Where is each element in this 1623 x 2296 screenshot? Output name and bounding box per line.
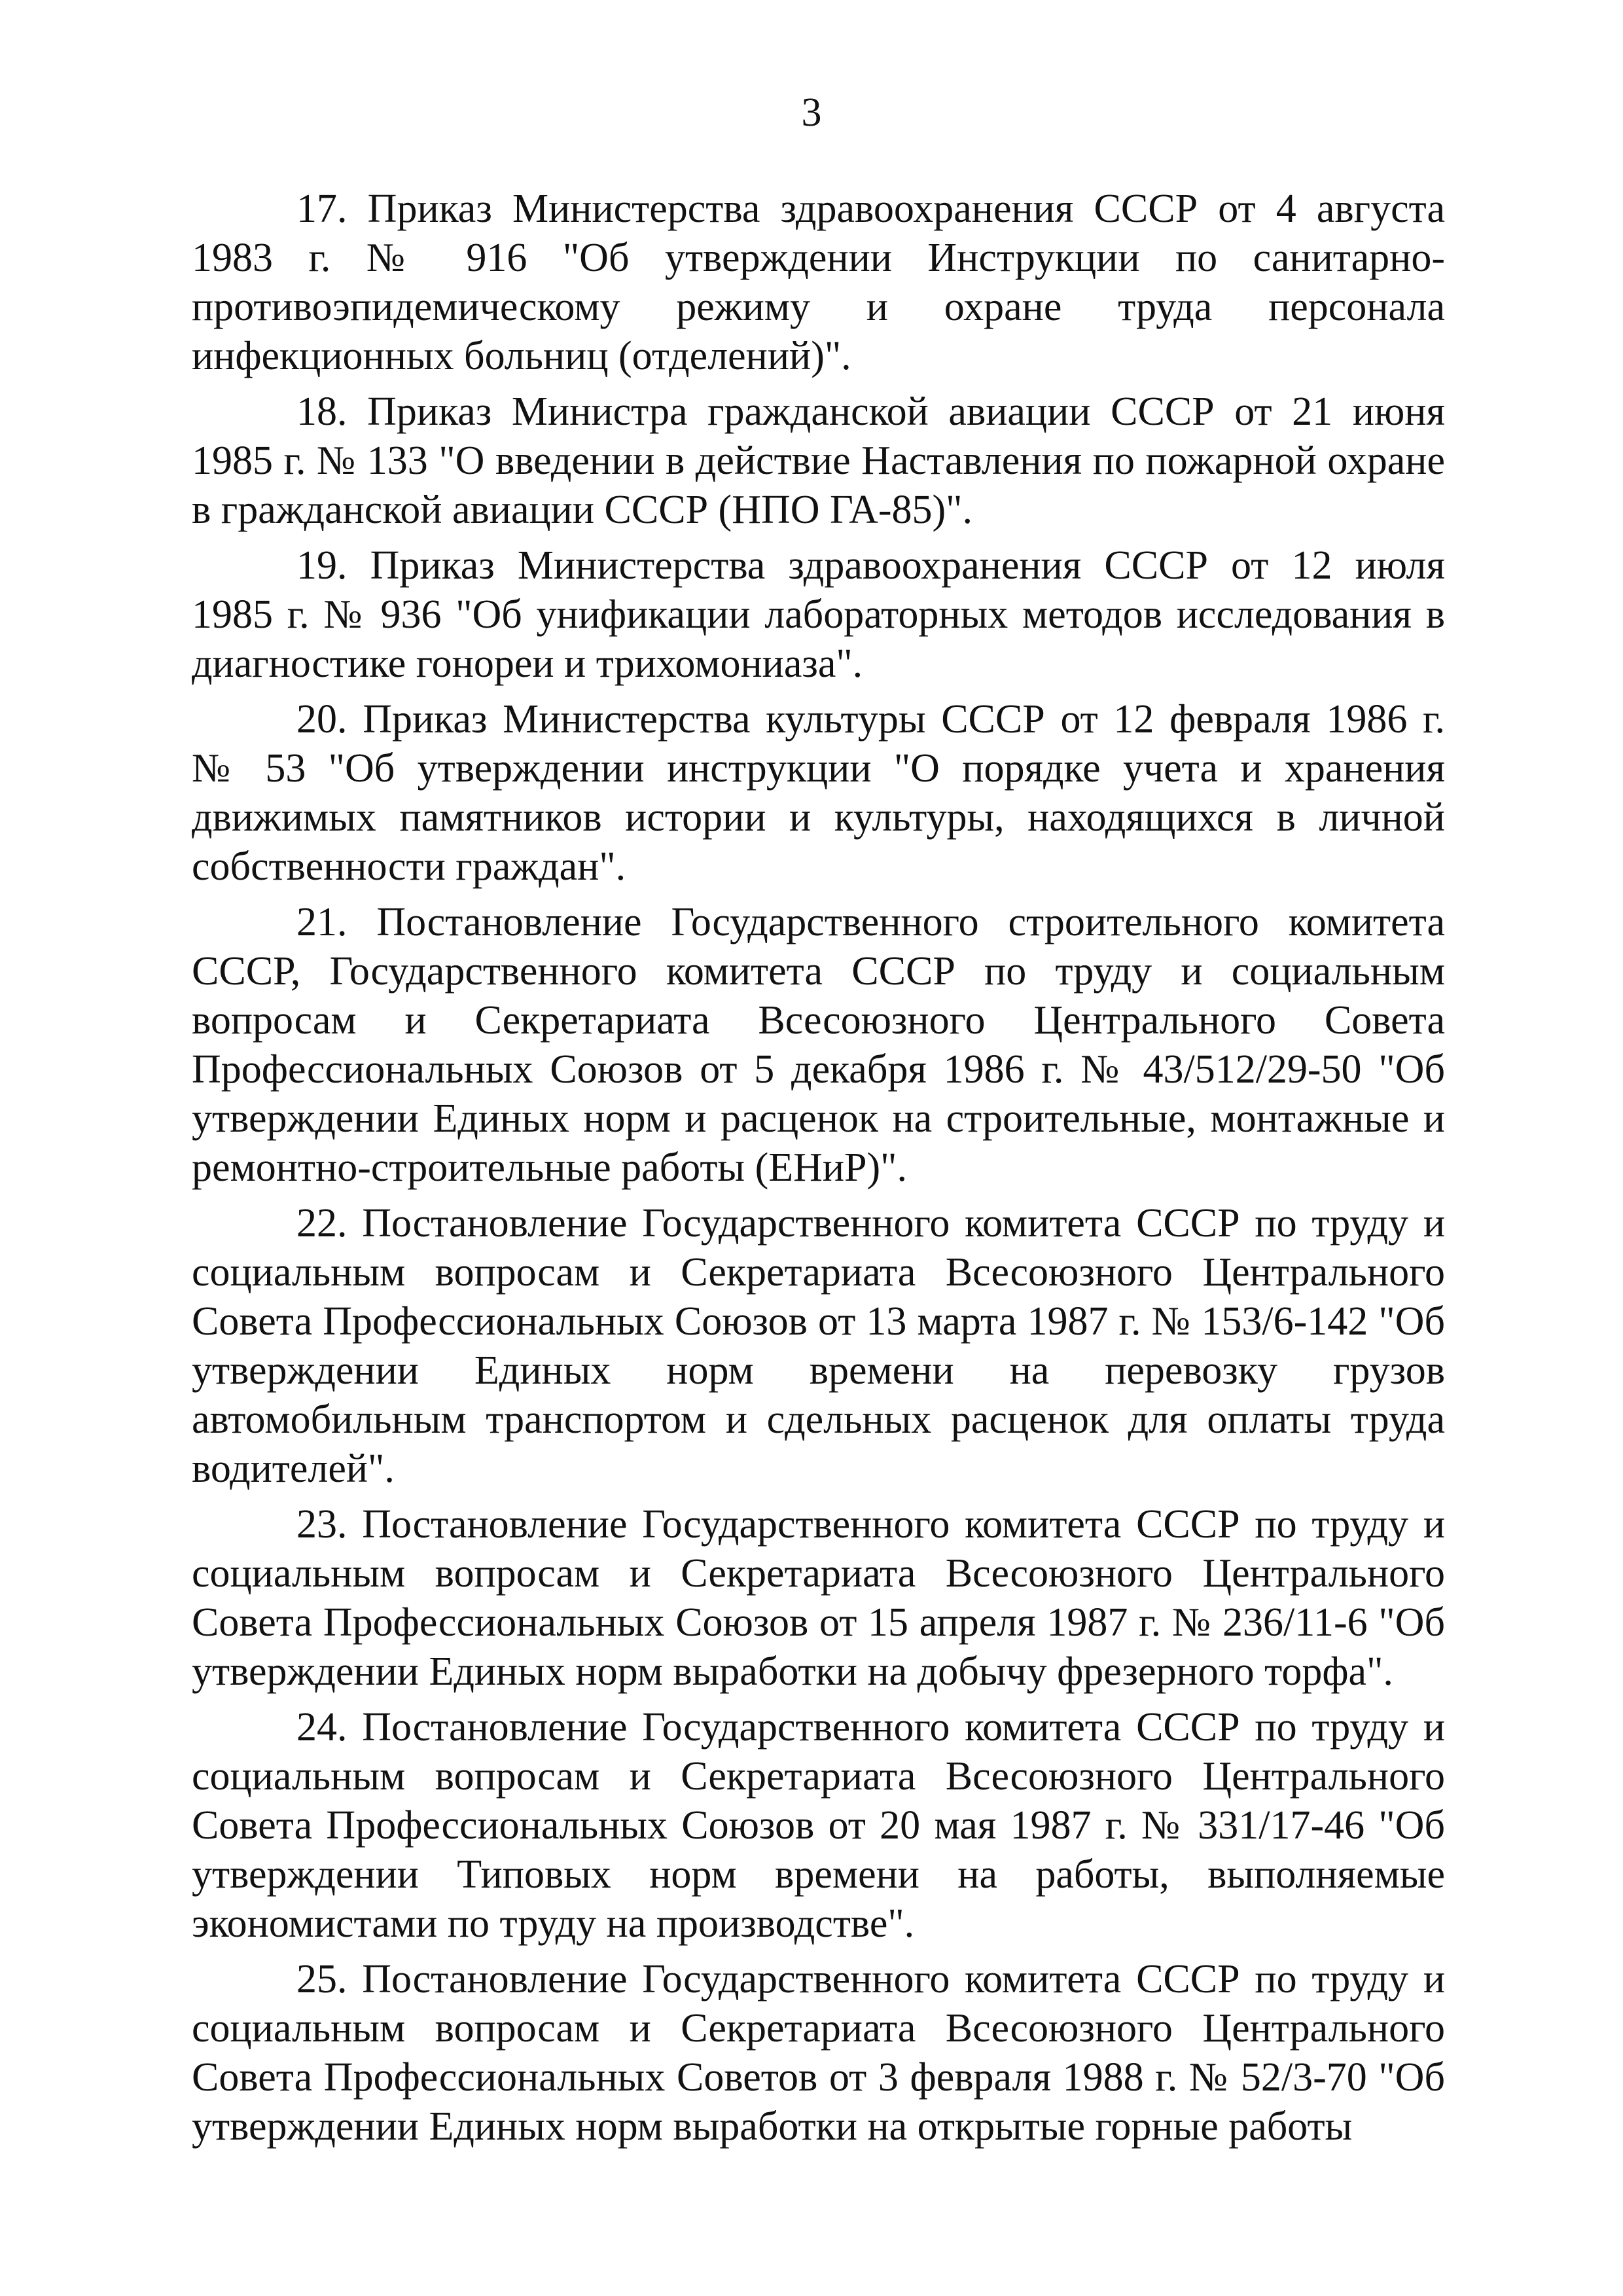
list-item: 23. Постановление Государственного комитета СССР по труду и социальным вопросам и Секретариата Всесоюзного Центрального Совета Профессиональных Союзов от 15 апреля 1987 г. № 236/11-6 "Об утверждении Единых норм выработки на добычу фрезерного торфа". [192, 1502, 1445, 1694]
list-item: 22. Постановление Государственного комитета СССР по труду и социальным вопросам и Секретариата Всесоюзного Центрального Совета Профессиональных Союзов от 13 марта 1987 г. № 153/6-142 "Об утверждении Единых норм времени на перевозку грузов автомобильным транспортом и сдельных расценок для оплаты труда водителей". [192, 1201, 1445, 1491]
page-number: 3 [801, 90, 822, 135]
list-item: 19. Приказ Министерства здравоохранения СССР от 12 июля 1985 г. № 936 "Об унификации лабораторных методов исследования в диагностике гонореи и трихомониаза". [192, 543, 1445, 686]
list-item: 21. Постановление Государственного строительного комитета СССР, Государственного комитета СССР по труду и социальным вопросам и Секретариата Всесоюзного Центрального Совета Профессиональных Союзов от 5 декабря 1986 г. № 43/512/29-50 "Об утверждении Единых норм и расценок на строительные, монтажные и ремонтно-строительные работы (ЕНиР)". [192, 900, 1445, 1190]
list-item: 18. Приказ Министра гражданской авиации СССР от 21 июня 1985 г. № 133 "О введении в действие Наставления по пожарной охране в гражданской авиации СССР (НПО ГА-85)". [192, 389, 1445, 532]
list-item: 20. Приказ Министерства культуры СССР от 12 февраля 1986 г. № 53 "Об утверждении инструкции "О порядке учета и хранения движимых памятников истории и культуры, находящихся в личной собственности граждан". [192, 697, 1445, 889]
document-body [192, 185, 1445, 2158]
list-item: 24. Постановление Государственного комитета СССР по труду и социальным вопросам и Секретариата Всесоюзного Центрального Совета Профессиональных Союзов от 20 мая 1987 г. № 331/17-46 "Об утверждении Типовых норм времени на работы, выполняемые экономистами по труду на производстве". [192, 1705, 1445, 1946]
list-item: 17. Приказ Министерства здравоохранения СССР от 4 августа 1983 г. № 916 "Об утверждении Инструкции по санитарно-противоэпидемическому режиму и охране труда персонала инфекционных больниц (отделений)". [192, 187, 1445, 378]
list-item: 25. Постановление Государственного комитета СССР по труду и социальным вопросам и Секретариата Всесоюзного Центрального Совета Профессиональных Советов от 3 февраля 1988 г. № 52/3-70 "Об утверждении Единых норм выработки на открытые горные работы [192, 1957, 1445, 2149]
